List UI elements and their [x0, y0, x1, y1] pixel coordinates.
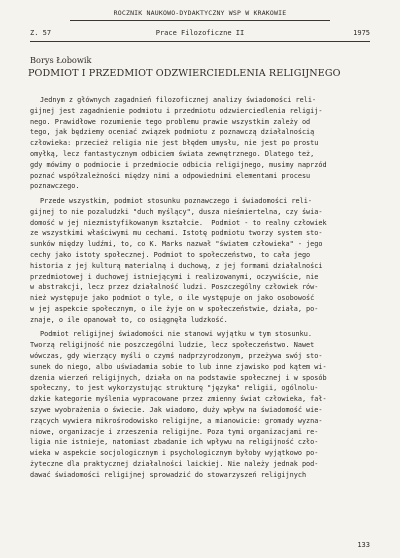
text-line: sunek do niego, albo uświadamia sobie to lub inne zjawisko pod kątem wi- — [30, 362, 327, 371]
text-line: dawać świadomości religijnej sprowadzić do stowarzyszeń religijnych — [30, 470, 307, 479]
text-line: znaje, o ile opanował to, co osiągnęła ludzkość. — [30, 315, 228, 324]
text-line: wówczas, gdy wierzący myśli o czymś nadprzyrodzonym, przeżywa swój sto- — [30, 351, 323, 360]
text-line: ze wszystkimi właściwymi mu cechami. Istotę podmiotu tworzy system sto- — [30, 229, 323, 238]
header-rule — [70, 20, 330, 21]
article-title: PODMIOT I PRZEDMIOT ODZWIERCIEDLENIA RELIGIJNEGO — [28, 68, 341, 79]
meta-rule — [30, 41, 370, 42]
text-line: Jednym z głównych zagadnień filozoficznej analizy świadomości reli- — [40, 96, 317, 104]
text-line: w abstrakcji, lecz przez działalność ludzi. Poszczególny człowiek rów- — [30, 283, 319, 292]
text-line: dzkie kategorie myślenia wypracowane przez zmienny świat człowieka, fał- — [30, 395, 327, 404]
section-title: Prace Filozoficzne II — [155, 29, 245, 37]
text-line: poznawczego. — [30, 182, 80, 191]
text-line: przedmiotowej i duchowej istniejącymi i realizowanymi, oczywiście, nie — [30, 272, 319, 281]
text-line: społeczny, to jest wykorzystując strukturę "języka" religii, ogólnolu- — [30, 384, 319, 393]
text-line: niowe, organizacje i zrzeszenia religijne. Poza tymi organizacjami re- — [30, 427, 319, 436]
page-number: 133 — [357, 541, 370, 549]
text-line: dzenia wierzeń religijnych, działa on na podstawie społecznej i w sposób — [30, 373, 327, 382]
volume-label: Z. 57 — [30, 29, 52, 37]
text-line: cechy jako istoty społecznej. Podmiot to społeczeństwo, to cała jego — [30, 250, 311, 259]
text-line: sunków między ludźmi, to, co K. Marks nazwał "światem człowieka" - jego — [30, 240, 323, 249]
article-body — [30, 95, 370, 480]
author-name: Borys Łobowik — [30, 55, 92, 65]
year-label: 1975 — [353, 29, 370, 37]
text-line: tego, jak będziemy oceniać związek podmiotu z poznawczą działalnością — [30, 128, 315, 137]
text-line: poznać współzależności między nimi a odpowiednimi elementami procesu — [30, 171, 311, 180]
text-line: domość w jej niezmistyfikowanym kształcie. Podmiot - to realny człowiek — [30, 218, 327, 227]
text-line: w jej aspekcie społecznym, o ile żyje on w społeczeństwie, działa, po- — [30, 304, 319, 313]
text-line: gdy mówimy o podmiocie i przedmiocie odbicia religijnego, musimy naprzód — [30, 160, 327, 169]
text-line: wieka w aspekcie socjologicznym i psychologicznym byłoby wyjątkowo po- — [30, 449, 319, 458]
issue-meta — [30, 29, 370, 39]
text-line: gijnej to nie pozaludzki "duch myślący", dusza nieśmiertelna, czy świa- — [30, 207, 323, 216]
text-line: omyłką, lecz fantastycznym odbiciem świata zewnętrznego. Dlatego też, — [30, 149, 315, 158]
text-line: szywe wyobrażenia o świecie. Jak wiadomo, duży wpływ na świadomość wie- — [30, 405, 323, 414]
text-line: nież występuje jako podmiot o tyle, o ile występuje on jako osobowość — [30, 294, 315, 303]
text-line: Przede wszystkim, podmiot stosunku poznawczego i świadomości reli- — [40, 196, 312, 205]
text-line: Podmiot religijnej świadomości nie stanowi wyjątku w tym stosunku. — [40, 330, 312, 339]
text-line: Tworzą religijność nie poszczególni ludzie, lecz społeczeństwo. Nawet — [30, 341, 315, 350]
text-line: nego. Prawidłowe rozumienie tego problemu prawie wszystkim zależy od — [30, 117, 311, 126]
journal-name: ROCZNIK NAUKOWO-DYDAKTYCZNY WSP W KRAKOWIE — [113, 9, 287, 17]
text-line: rzących wywiera mikrośrodowisko religijne, a mianowicie: gromady wyzna- — [30, 416, 323, 425]
text-line: historia z jej kulturą materialną i duchową, z jej formami działalności — [30, 261, 323, 270]
text-line: żyteczne dla praktycznej działalności laickiej. Nie należy jednak pod- — [30, 459, 319, 468]
text-line: człowieka: przecież religia nie jest błędem umysłu, nie jest po prostu — [30, 139, 319, 148]
text-line: gijnej jest zagadnienie podmiotu i przedmiotu odzwierciedlenia religij- — [30, 106, 323, 115]
text-line: ligia nie istnieje, natomiast zbadanie ich wpływu na religijność czło- — [30, 438, 319, 447]
